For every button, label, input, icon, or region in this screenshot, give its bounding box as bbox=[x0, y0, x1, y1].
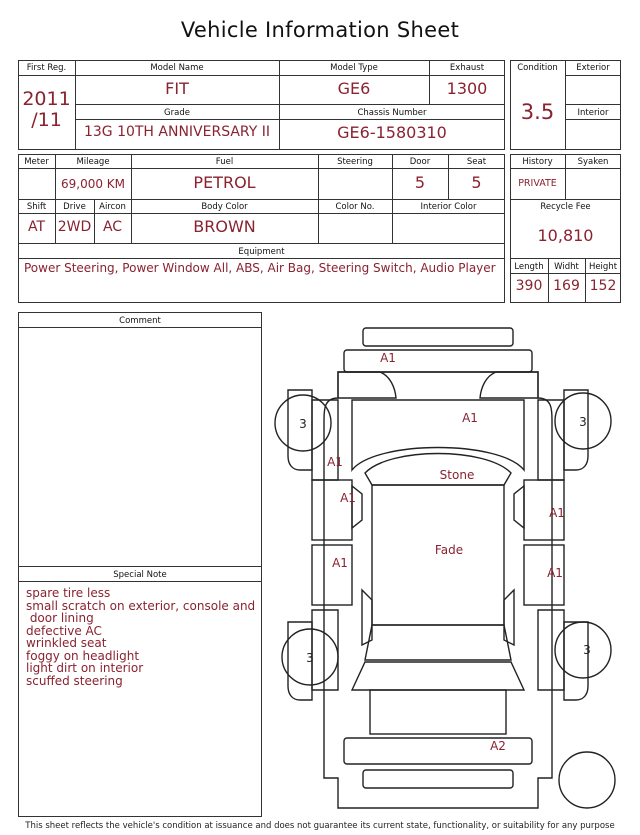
condition-value: 3.5 bbox=[520, 100, 555, 124]
comment-label: Comment bbox=[119, 316, 161, 326]
rear-window bbox=[365, 625, 511, 660]
chassis-number-label: Chassis Number bbox=[357, 108, 427, 118]
special-note-item: small scratch on exterior, console and bbox=[26, 598, 256, 613]
tailgate-panel bbox=[352, 662, 524, 690]
special-note-item: foggy on headlight bbox=[26, 648, 140, 663]
headlight-left bbox=[338, 372, 396, 398]
mark-seat-area: Fade bbox=[434, 543, 464, 557]
left-front-door bbox=[312, 480, 352, 540]
disclaimer-footer: This sheet reflects the vehicle's condition at issuance and does not guarantee its current state, functionality, or suitability for any purpose bbox=[25, 821, 615, 831]
drive-value: 2WD bbox=[57, 219, 92, 235]
steering-label: Steering bbox=[337, 157, 373, 167]
door-value: 5 bbox=[414, 173, 426, 192]
meter-label: Meter bbox=[24, 157, 49, 167]
body-color-label: Body Color bbox=[201, 202, 248, 212]
rear-bumper-lower bbox=[363, 770, 513, 788]
height-value: 152 bbox=[589, 278, 617, 294]
left-quarter-window bbox=[362, 590, 372, 645]
front-grille-panel bbox=[344, 350, 532, 372]
mark-rear-bumper: A2 bbox=[490, 739, 506, 753]
height-label: Height bbox=[588, 262, 618, 272]
grade-value: 13G 10TH ANNIVERSARY II bbox=[83, 124, 271, 140]
interior-label: Interior bbox=[577, 108, 609, 118]
first-reg-month: /11 bbox=[31, 109, 62, 131]
special-note-item: door lining bbox=[26, 611, 94, 625]
color-no-label: Color No. bbox=[335, 202, 375, 212]
mark-hood: A1 bbox=[462, 411, 478, 425]
special-note-item: spare tire less bbox=[26, 586, 111, 600]
history-label: History bbox=[522, 157, 553, 167]
door-label: Door bbox=[409, 157, 431, 167]
equipment-value: Power Steering, Power Window All, ABS, Air Bag, Steering Switch, Audio Player bbox=[24, 261, 496, 275]
recycle-fee-value: 10,810 bbox=[537, 226, 594, 245]
model-name-value: FIT bbox=[165, 79, 189, 98]
mark-front-left-fender: A1 bbox=[327, 455, 343, 469]
right-outer-fender-front bbox=[564, 390, 588, 470]
left-rear-quarter bbox=[312, 610, 338, 690]
special-note-item: wrinkled seat bbox=[26, 636, 107, 650]
headlight-right bbox=[480, 372, 538, 398]
drive-label: Drive bbox=[63, 202, 86, 212]
mileage-value: 69,000 KM bbox=[60, 177, 126, 191]
fuel-label: Fuel bbox=[215, 157, 234, 167]
model-name-label: Model Name bbox=[150, 63, 204, 73]
length-label: Length bbox=[514, 262, 544, 272]
special-note-item: light dirt on interior bbox=[26, 661, 144, 675]
shift-label: Shift bbox=[26, 202, 47, 212]
recycle-fee-label: Recycle Fee bbox=[540, 202, 591, 212]
tire-mark-front-left: 3 bbox=[299, 417, 307, 431]
special-note-item: defective AC bbox=[26, 623, 102, 638]
seat-value: 5 bbox=[471, 173, 482, 192]
body-color-value: BROWN bbox=[193, 217, 256, 236]
body-outline bbox=[324, 372, 552, 808]
width-value: 169 bbox=[553, 278, 580, 294]
tire-mark-rear-left: 3 bbox=[306, 651, 314, 665]
model-type-label: Model Type bbox=[330, 63, 378, 73]
special-note-label: Special Note bbox=[113, 570, 167, 580]
right-outer-fender-rear bbox=[564, 622, 588, 700]
tire-mark-rear-right: 3 bbox=[583, 643, 591, 657]
model-type-value: GE6 bbox=[337, 79, 371, 98]
front-bumper-panel bbox=[363, 328, 513, 346]
rear-panel bbox=[370, 690, 506, 734]
equipment-label: Equipment bbox=[238, 247, 285, 257]
mark-right-front-door: A1 bbox=[549, 506, 565, 520]
chassis-number-value: GE6-1580310 bbox=[337, 123, 447, 142]
right-quarter-window bbox=[504, 590, 514, 645]
mark-right-rear-door: A1 bbox=[547, 566, 563, 580]
seat-label: Seat bbox=[466, 157, 487, 167]
interior-color-label: Interior Color bbox=[420, 202, 477, 212]
width-label: Widht bbox=[554, 262, 579, 272]
right-rear-quarter bbox=[538, 610, 564, 690]
aircon-label: Aircon bbox=[99, 202, 126, 212]
condition-label: Condition bbox=[517, 63, 558, 73]
grade-label: Grade bbox=[164, 108, 190, 118]
left-rear-door bbox=[312, 545, 352, 605]
mark-left-rear-door: A1 bbox=[332, 556, 348, 570]
hood-panel bbox=[352, 400, 524, 470]
right-mirror bbox=[514, 486, 524, 528]
exterior-label: Exterior bbox=[576, 63, 610, 73]
exhaust-value: 1300 bbox=[446, 79, 488, 98]
fuel-value: PETROL bbox=[193, 173, 256, 192]
length-value: 390 bbox=[515, 278, 543, 294]
windshield bbox=[365, 454, 511, 486]
mark-roof: Stone bbox=[439, 468, 475, 482]
exhaust-label: Exhaust bbox=[449, 63, 485, 73]
mark-left-front-door: A1 bbox=[340, 491, 356, 505]
tire-mark-front-right: 3 bbox=[579, 415, 587, 429]
mark-front-bumper: A1 bbox=[380, 351, 396, 365]
sheet-title: Vehicle Information Sheet bbox=[180, 18, 460, 42]
shift-value: AT bbox=[27, 219, 46, 235]
spare-tire bbox=[559, 752, 615, 808]
first-reg-label: First Reg. bbox=[26, 63, 67, 73]
special-note-item: scuffed steering bbox=[26, 673, 123, 688]
aircon-value: AC bbox=[102, 219, 123, 235]
first-reg-year: 2011 bbox=[22, 88, 71, 110]
mileage-label: Mileage bbox=[76, 157, 110, 167]
history-value: PRIVATE bbox=[518, 178, 557, 189]
syaken-label: Syaken bbox=[577, 157, 609, 167]
